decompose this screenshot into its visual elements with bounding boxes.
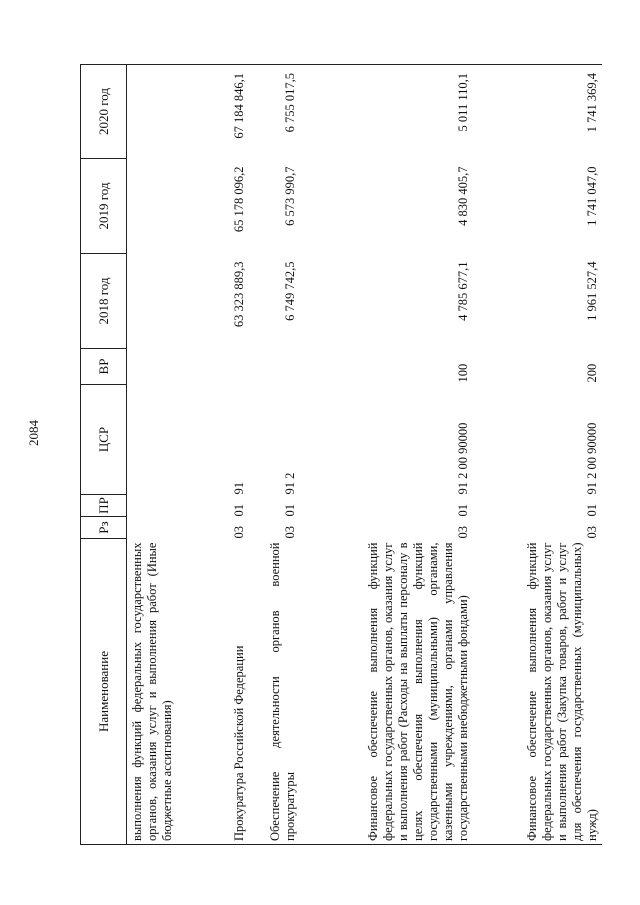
row-2018: 1 961 527,4	[585, 261, 599, 321]
row-rz: 03	[585, 526, 599, 539]
row-vr	[127, 349, 209, 385]
row-name: Финансовое обеспечение выполнения функций федеральных государственных органов, оказания услуг и выполнения работ (Расходы на выплаты персоналу в целях обеспечения выполнения функций государственными (муниципальными) органами, казенными учреждениями, органами управления государственными внебюджетными фондами)	[366, 542, 470, 841]
row-rz: 03	[456, 526, 470, 539]
table-row	[473, 65, 602, 845]
row-2018: 63 323 889,3	[232, 261, 246, 328]
row-rz: 03	[232, 526, 246, 539]
row-csr: 91 2 00 90000	[456, 422, 470, 495]
table-header-row	[81, 65, 127, 845]
row-pr	[127, 495, 209, 517]
col-header-2018: 2018 год	[81, 254, 127, 349]
table-row	[208, 65, 249, 845]
col-header-rz: Рз	[81, 517, 127, 539]
row-name: Прокуратура Российской Федерации	[232, 645, 246, 841]
row-vr: 200	[585, 363, 599, 383]
rotated-page	[80, 65, 599, 845]
row-2020	[127, 65, 209, 159]
row-csr: 91 2	[283, 472, 297, 495]
row-pr: 01	[232, 504, 246, 517]
row-pr: 01	[456, 504, 470, 517]
row-pr: 01	[585, 504, 599, 517]
row-2019	[127, 159, 209, 254]
row-rz	[127, 517, 209, 539]
row-2020: 6 755 017,5	[249, 65, 300, 159]
row-rz: 03	[283, 526, 297, 539]
col-header-name: Наименование	[81, 539, 127, 845]
row-2018: 4 785 677,1	[456, 261, 470, 321]
row-name: выполнения функций федеральных государственных органов, оказания услуг и выполнения работ (Иные бюджетные ассигнования)	[130, 542, 174, 841]
row-2020: 1 741 369,4	[473, 65, 602, 159]
col-header-csr: ЦСР	[81, 385, 127, 495]
col-header-pr: ПР	[81, 495, 127, 517]
budget-table	[80, 64, 602, 845]
row-2019: 1 741 047,0	[585, 166, 599, 226]
row-2018: 6 749 742,5	[283, 261, 297, 321]
row-vr: 100	[456, 363, 470, 383]
row-2018	[127, 254, 209, 349]
row-csr	[127, 385, 209, 495]
row-vr	[208, 349, 249, 385]
row-vr	[249, 349, 300, 385]
row-name: Финансовое обеспечение выполнения функций федеральных государственных органов, оказания услуг и выполнения работ (Закупка товаров, работ и услуг для обеспечения государственных (муниципальных) нужд)	[525, 542, 599, 841]
col-header-vr: ВР	[81, 349, 127, 385]
row-2019: 6 573 990,7	[283, 166, 297, 226]
table-row	[300, 65, 473, 845]
row-2019: 4 830 405,7	[456, 166, 470, 226]
table-row	[249, 65, 300, 845]
row-2020: 5 011 110,1	[300, 65, 473, 159]
page-number: 2084	[26, 420, 41, 446]
row-name: Обеспечение деятельности органов военной прокуратуры	[268, 542, 297, 841]
row-2019: 65 178 096,2	[232, 166, 246, 233]
col-header-2020: 2020 год	[81, 65, 127, 159]
row-pr: 01	[283, 504, 297, 517]
row-csr: 91 2 00 90000	[585, 422, 599, 495]
row-2020: 67 184 846,1	[208, 65, 249, 159]
row-csr: 91	[232, 482, 246, 495]
table-row	[127, 65, 209, 845]
col-header-2019: 2019 год	[81, 159, 127, 254]
